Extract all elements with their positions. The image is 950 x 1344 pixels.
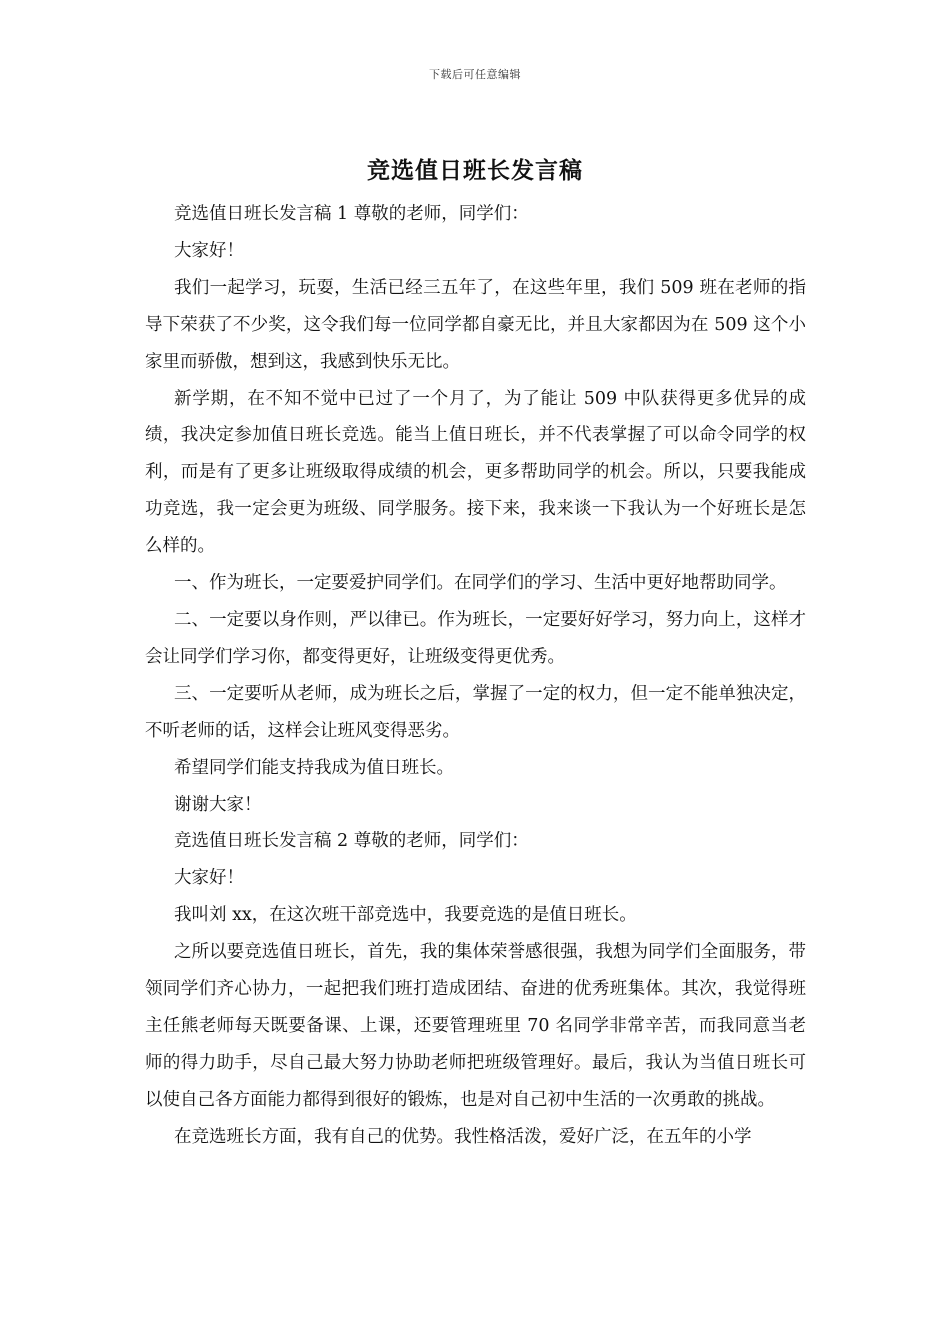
- paragraph-3: 我们一起学习，玩耍，生活已经三五年了，在这些年里，我们 509 班在老师的指导下荣获了不少奖，这令我们每一位同学都自豪无比，并且大家都因为在 509 这个小家里而骄傲，想到这，我感到快乐无比。: [145, 277, 806, 372]
- paragraph-9: 谢谢大家！: [174, 794, 262, 815]
- paragraph-6: 二、一定要以身作则，严以律已。作为班长，一定要好好学习，努力向上，这样才会让同学们学习你，都变得更好，让班级变得更优秀。: [145, 609, 806, 667]
- paragraph-8: 希望同学们能支持我成为值日班长。: [174, 757, 454, 778]
- document-title: 竞选值日班长发言稿: [367, 157, 583, 184]
- paragraph-7: 三、一定要听从老师，成为班长之后，掌握了一定的权力，但一定不能单独决定，不听老师的话，这样会让班风变得恶劣。: [145, 683, 806, 741]
- page-header-note: 下载后可任意编辑: [429, 68, 521, 81]
- document-body: [145, 196, 806, 1156]
- paragraph-13: 之所以要竞选值日班长，首先，我的集体荣誉感很强，我想为同学们全面服务，带领同学们齐心协力，一起把我们班打造成团结、奋进的优秀班集体。其次，我觉得班主任熊老师每天既要备课、上课，还要管理班里 70 名同学非常辛苦，而我同意当老师的得力助手，尽自己最大努力协助老师把班级管理好。最后，我认为当值日班长可以使自己各方面能力都得到很好的锻炼，也是对自己初中生活的一次勇敢的挑战。: [145, 942, 806, 1110]
- paragraph-11: 大家好！: [174, 868, 244, 889]
- paragraph-2: 大家好！: [174, 240, 244, 261]
- paragraph-14: 在竞选班长方面，我有自己的优势。我性格活泼，爱好广泛，在五年的小学: [174, 1126, 752, 1147]
- paragraph-1: 竞选值日班长发言稿 1 尊敬的老师，同学们：: [174, 204, 529, 224]
- paragraph-12: 我叫刘 xx，在这次班干部竞选中，我要竞选的是值日班长。: [174, 905, 637, 926]
- paragraph-4: 新学期，在不知不觉中已过了一个月了，为了能让 509 中队获得更多优异的成绩，我决定参加值日班长竞选。能当上值日班长，并不代表掌握了可以命令同学的权利，而是有了更多让班级取得成绩的机会，更多帮助同学的机会。所以，只要我能成功竞选，我一定会更为班级、同学服务。接下来，我来谈一下我认为一个好班长是怎么样的。: [145, 388, 806, 557]
- paragraph-10: 竞选值日班长发言稿 2 尊敬的老师，同学们：: [174, 831, 529, 852]
- paragraph-5: 一、作为班长，一定要爱护同学们。在同学们的学习、生活中更好地帮助同学。: [174, 573, 787, 594]
